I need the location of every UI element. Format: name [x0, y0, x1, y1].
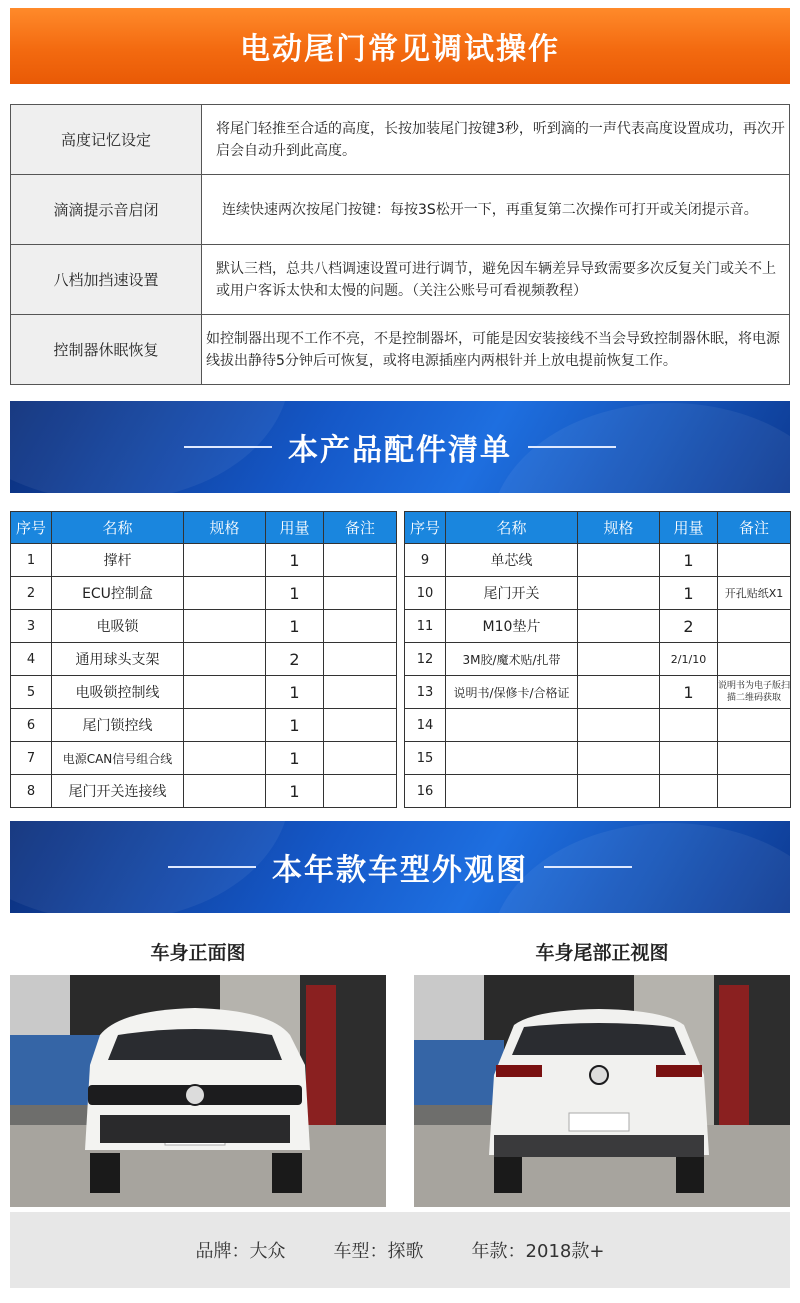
cell-note: [324, 676, 397, 709]
cell-qty: 1: [266, 709, 324, 742]
parts-table-right: [404, 511, 791, 808]
cell-spec: [578, 742, 660, 775]
cell-no: 3: [11, 610, 52, 643]
brand-label: 品牌：大众: [195, 1241, 286, 1262]
debug-key: 滴滴提示音启闭: [11, 175, 202, 245]
cell-no: 6: [11, 709, 52, 742]
cell-name: [446, 709, 578, 742]
table-row: [11, 544, 397, 577]
cell-spec: [578, 709, 660, 742]
year-label: 年款：2018款+: [471, 1241, 605, 1262]
cell-qty: 1: [660, 577, 718, 610]
cell-no: 1: [11, 544, 52, 577]
table-row: [405, 643, 791, 676]
cell-no: 9: [405, 544, 446, 577]
table-row: [11, 610, 397, 643]
cell-qty: 1: [660, 676, 718, 709]
cell-qty: 1: [266, 610, 324, 643]
cell-spec: [578, 610, 660, 643]
cell-spec: [184, 610, 266, 643]
debug-row: [11, 175, 790, 245]
cell-qty: 1: [266, 676, 324, 709]
parts-section-title: 本产品配件清单: [288, 433, 512, 468]
cell-spec: [184, 742, 266, 775]
banner-line-right: [544, 866, 632, 868]
header-note: 备注: [718, 512, 791, 544]
cell-qty: 2: [266, 643, 324, 676]
cell-name: 单芯线: [446, 544, 578, 577]
cell-spec: [184, 577, 266, 610]
table-row: [405, 676, 791, 709]
header-name: 名称: [52, 512, 184, 544]
debug-key: 高度记忆设定: [11, 105, 202, 175]
table-row: [405, 742, 791, 775]
rear-photo-title: 车身尾部正视图: [535, 942, 669, 964]
cell-name: 尾门开关: [446, 577, 578, 610]
cell-note: 开孔贴纸X1: [718, 577, 791, 610]
cell-no: 2: [11, 577, 52, 610]
cell-name: [446, 742, 578, 775]
cell-note: [718, 610, 791, 643]
car-rear-image: [414, 975, 790, 1207]
header-no: 序号: [11, 512, 52, 544]
cell-spec: [578, 544, 660, 577]
table-row: [405, 544, 791, 577]
cell-name: ECU控制盒: [52, 577, 184, 610]
table-row: [11, 775, 397, 808]
header-banner: [10, 8, 790, 84]
cell-qty: [660, 742, 718, 775]
table-row: [405, 610, 791, 643]
cell-qty: 2: [660, 610, 718, 643]
cell-note: [324, 610, 397, 643]
banner-line-right: [528, 446, 616, 448]
cell-qty: 1: [266, 742, 324, 775]
cell-qty: 2/1/10: [660, 643, 718, 676]
cell-no: 12: [405, 643, 446, 676]
debug-row: [11, 105, 790, 175]
cell-name: 3M胶/魔术贴/扎带: [446, 643, 578, 676]
car-front-image: [10, 975, 386, 1207]
cell-note: [324, 643, 397, 676]
debug-value: 连续快速两次按尾门按键：每按3S松开一下，再重复第二次操作可打开或关闭提示音。: [202, 175, 790, 245]
cell-no: 16: [405, 775, 446, 808]
vehicle-info-bar: [10, 1212, 790, 1288]
cell-note: 说明书为电子版扫描二维码获取: [718, 676, 791, 709]
debug-key: 控制器休眠恢复: [11, 315, 202, 385]
cell-note: [718, 709, 791, 742]
header-no: 序号: [405, 512, 446, 544]
cell-no: 10: [405, 577, 446, 610]
cell-no: 15: [405, 742, 446, 775]
cell-qty: 1: [266, 544, 324, 577]
cell-name: [446, 775, 578, 808]
cell-no: 5: [11, 676, 52, 709]
cell-spec: [578, 676, 660, 709]
debug-row: [11, 315, 790, 385]
cell-name: 电吸锁: [52, 610, 184, 643]
cell-note: [718, 775, 791, 808]
page-title: 电动尾门常见调试操作: [240, 32, 560, 67]
table-row: [11, 709, 397, 742]
table-row: [11, 676, 397, 709]
cell-note: [324, 742, 397, 775]
cell-name: 通用球头支架: [52, 643, 184, 676]
debug-key: 八档加挡速设置: [11, 245, 202, 315]
cell-spec: [184, 775, 266, 808]
debug-table: [10, 104, 790, 385]
cell-spec: [184, 709, 266, 742]
cell-note: [718, 643, 791, 676]
parts-banner: [10, 401, 790, 493]
table-row: [405, 577, 791, 610]
model-section-title: 本年款车型外观图: [272, 853, 528, 888]
cell-spec: [184, 676, 266, 709]
cell-note: [718, 544, 791, 577]
cell-note: [324, 544, 397, 577]
cell-qty: [660, 709, 718, 742]
debug-row: [11, 245, 790, 315]
debug-value: 默认三档，总共八档调速设置可进行调节，避免因车辆差异导致需要多次反复关门或关不上或用户客诉太快和太慢的问题。（关注公账号可看视频教程）: [202, 245, 790, 315]
model-banner: [10, 821, 790, 913]
cell-no: 4: [11, 643, 52, 676]
table-row: [11, 742, 397, 775]
cell-no: 13: [405, 676, 446, 709]
cell-no: 7: [11, 742, 52, 775]
cell-qty: 1: [660, 544, 718, 577]
front-photo-title: 车身正面图: [150, 942, 246, 964]
parts-header-row: [405, 512, 791, 544]
table-row: [405, 709, 791, 742]
cell-name: 说明书/保修卡/合格证: [446, 676, 578, 709]
cell-spec: [578, 577, 660, 610]
debug-value: 将尾门轻推至合适的高度，长按加装尾门按键3秒，听到滴的一声代表高度设置成功，再次开启会自动升到此高度。: [202, 105, 790, 175]
cell-name: 尾门开关连接线: [52, 775, 184, 808]
parts-header-row: [11, 512, 397, 544]
cell-note: [324, 709, 397, 742]
cell-spec: [184, 544, 266, 577]
cell-qty: 1: [266, 775, 324, 808]
table-row: [405, 775, 791, 808]
cell-note: [324, 775, 397, 808]
cell-spec: [578, 775, 660, 808]
cell-name: 电吸锁控制线: [52, 676, 184, 709]
banner-line-left: [184, 446, 272, 448]
table-row: [11, 577, 397, 610]
debug-value: 如控制器出现不工作不亮，不是控制器坏，可能是因安装接线不当会导致控制器休眠，将电源线拔出静待5分钟后可恢复，或将电源插座内两根针并上放电提前恢复工作。: [202, 315, 790, 385]
cell-name: 电源CAN信号组合线: [52, 742, 184, 775]
cell-qty: [660, 775, 718, 808]
cell-qty: 1: [266, 577, 324, 610]
cell-no: 14: [405, 709, 446, 742]
header-spec: 规格: [578, 512, 660, 544]
table-row: [11, 643, 397, 676]
banner-line-left: [168, 866, 256, 868]
header-note: 备注: [324, 512, 397, 544]
cell-note: [324, 577, 397, 610]
cell-name: 尾门锁控线: [52, 709, 184, 742]
header-qty: 用量: [266, 512, 324, 544]
model-label: 车型：探歌: [333, 1241, 424, 1262]
cell-no: 8: [11, 775, 52, 808]
header-qty: 用量: [660, 512, 718, 544]
cell-spec: [184, 643, 266, 676]
header-name: 名称: [446, 512, 578, 544]
header-spec: 规格: [184, 512, 266, 544]
cell-no: 11: [405, 610, 446, 643]
parts-table-left: [10, 511, 397, 808]
cell-name: 撑杆: [52, 544, 184, 577]
cell-name: M10垫片: [446, 610, 578, 643]
cell-note: [718, 742, 791, 775]
cell-spec: [578, 643, 660, 676]
